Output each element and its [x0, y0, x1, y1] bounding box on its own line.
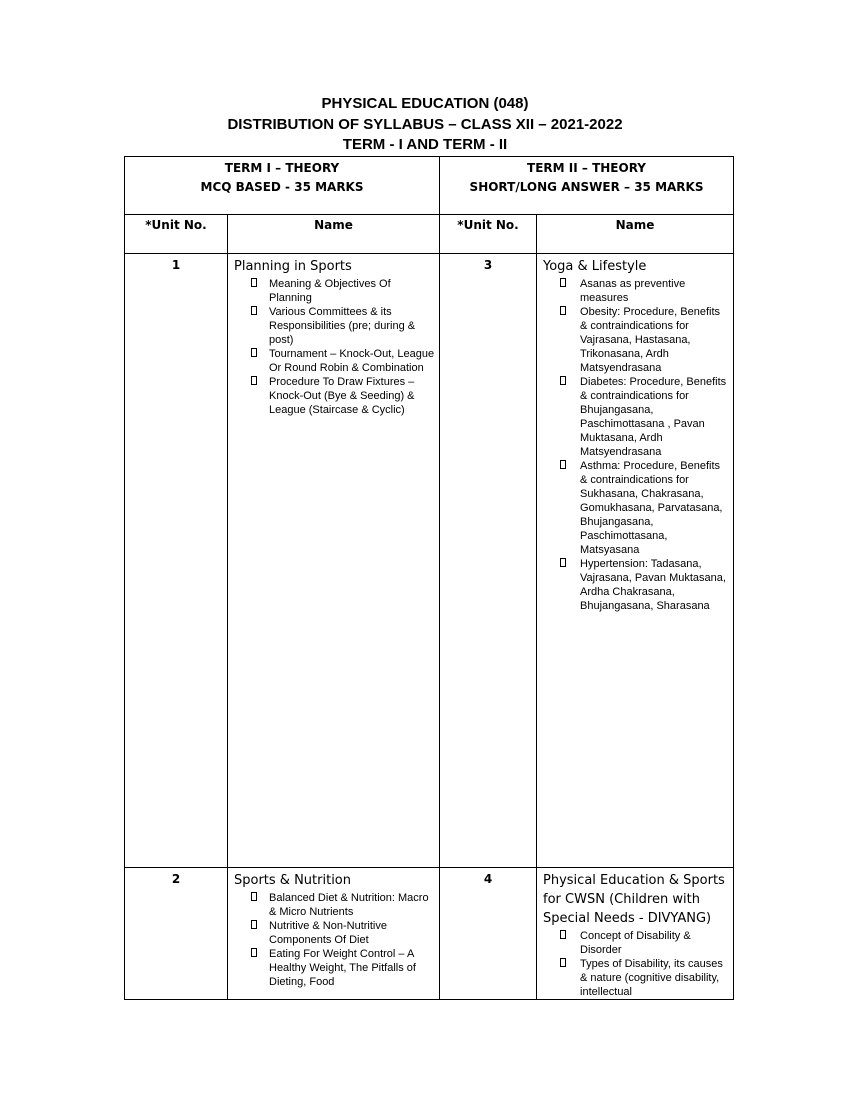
col-name-header-left: Name [228, 215, 440, 254]
term1-header [125, 157, 440, 215]
table-row [125, 868, 734, 1000]
bullet-icon [560, 278, 566, 287]
term-title: TERM - I AND TERM - II [342, 136, 508, 153]
bullet-icon [560, 306, 566, 315]
bullet-icon [251, 348, 257, 357]
unit-number: 3 [440, 254, 537, 868]
term-header-row [125, 157, 734, 215]
list-item: Tournament – Knock-Out, League Or Round Robin & Combination [234, 347, 435, 375]
list-item: Balanced Diet & Nutrition: Macro & Micro Nutrients [234, 891, 435, 919]
col-unit-header-right: *Unit No. [440, 215, 537, 254]
list-item: Meaning & Objectives Of Planning [234, 277, 435, 305]
bullet-icon [251, 278, 257, 287]
term2-subtitle: SHORT/LONG ANSWER – 35 MARKS [469, 180, 704, 194]
column-header-row [125, 215, 734, 254]
list-item: Hypertension: Tadasana, Vajrasana, Pavan Muktasana, Ardha Chakrasana, Bhujangasana, Sharasana [543, 557, 729, 613]
unit-title: Yoga & Lifestyle [543, 259, 647, 274]
bullet-icon [251, 376, 257, 385]
list-item: Diabetes: Procedure, Benefits & contraindications for Bhujangasana, Paschimottasana , Pavan Muktasana, Ardh Matsyendrasana [543, 375, 729, 459]
list-item: Asthma: Procedure, Benefits & contraindications for Sukhasana, Chakrasana, Gomukhasana, Parvatasana, Bhujangasana, Paschimottasana, Matsyasana [543, 459, 729, 557]
term2-title: TERM II – THEORY [527, 161, 646, 175]
table-row [125, 254, 734, 868]
document-header [0, 94, 850, 156]
list-item: Obesity: Procedure, Benefits & contraindications for Vajrasana, Hastasana, Trikonasana, Ardh Matsyendrasana [543, 305, 729, 375]
bullet-icon [560, 958, 566, 967]
term2-header [440, 157, 734, 215]
term1-title: TERM I – THEORY [224, 161, 340, 175]
topic-list [234, 891, 435, 989]
bullet-icon [560, 460, 566, 469]
bullet-icon [251, 306, 257, 315]
subject-title: PHYSICAL EDUCATION (048) [321, 95, 529, 112]
bullet-icon [560, 930, 566, 939]
list-item: Various Committees & its Responsibilities (pre; during & post) [234, 305, 435, 347]
term1-subtitle: MCQ BASED - 35 MARKS [200, 180, 364, 194]
syllabus-table [124, 156, 734, 1000]
bullet-icon [251, 920, 257, 929]
bullet-icon [560, 558, 566, 567]
syllabus-title: DISTRIBUTION OF SYLLABUS – CLASS XII – 2021-2022 [227, 115, 623, 133]
unit-content [228, 868, 440, 1000]
col-name-header-right: Name [537, 215, 734, 254]
unit-title: Sports & Nutrition [234, 873, 351, 888]
list-item: Procedure To Draw Fixtures – Knock-Out (Bye & Seeding) & League (Staircase & Cyclic) [234, 375, 435, 417]
list-item: Asanas as preventive measures [543, 277, 729, 305]
unit-number: 4 [440, 868, 537, 1000]
bullet-icon [560, 376, 566, 385]
list-item: Concept of Disability & Disorder [543, 929, 729, 957]
list-item: Nutritive & Non-Nutritive Components Of Diet [234, 919, 435, 947]
topic-list [543, 277, 729, 613]
unit-content [537, 254, 734, 868]
unit-title: Planning in Sports [234, 259, 352, 274]
unit-content [537, 868, 734, 1000]
topic-list [234, 277, 435, 417]
unit-title: Physical Education & Sports for CWSN (Children with Special Needs - DIVYANG) [543, 873, 725, 926]
topic-list [543, 929, 729, 999]
bullet-icon [251, 892, 257, 901]
list-item: Types of Disability, its causes & nature (cognitive disability, intellectual [543, 957, 729, 999]
bullet-icon [251, 948, 257, 957]
unit-number: 1 [125, 254, 228, 868]
unit-number: 2 [125, 868, 228, 1000]
unit-content [228, 254, 440, 868]
list-item: Eating For Weight Control – A Healthy Weight, The Pitfalls of Dieting, Food [234, 947, 435, 989]
col-unit-header-left: *Unit No. [125, 215, 228, 254]
